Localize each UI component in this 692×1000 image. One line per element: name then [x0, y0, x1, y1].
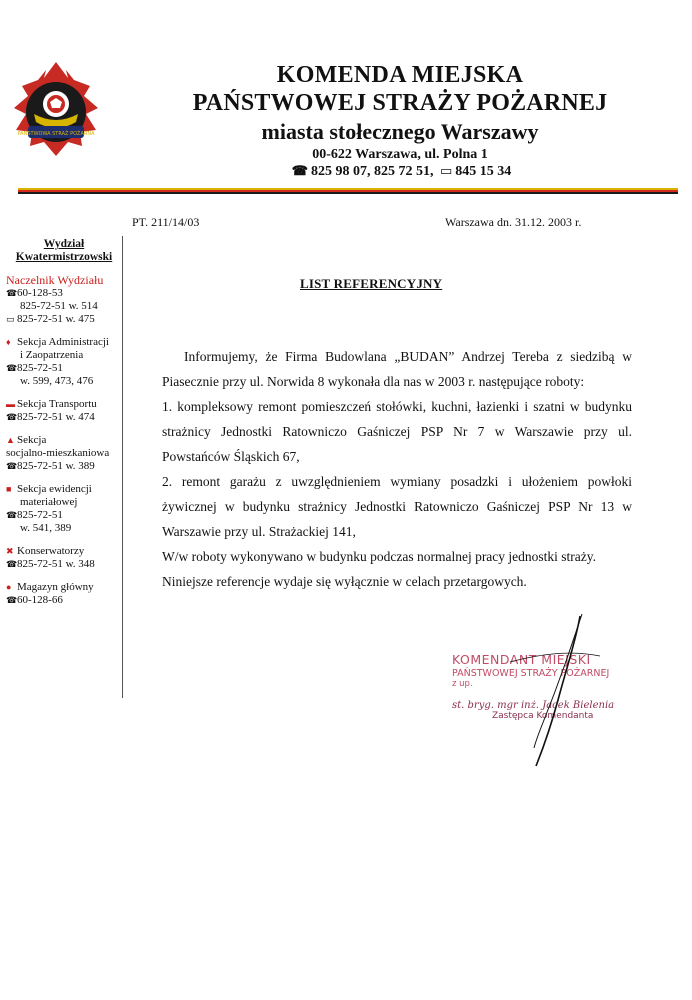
fax-icon: ▭: [439, 163, 453, 178]
header-contacts: [130, 163, 670, 180]
phone-icon: ☎: [291, 163, 308, 178]
letter-closing-1: W/w roboty wykonywano w budynku podczas normalnej pracy jednostki straży.: [162, 549, 597, 564]
extinguisher-icon: ■: [6, 484, 12, 494]
signature: [500, 610, 610, 770]
phone-icon: ☎: [6, 461, 18, 471]
dateline: Warszawa dn. 31.12. 2003 r.: [445, 215, 582, 229]
section-inventory: ■ Sekcja ewidencji materiałowej ☎825-72-51 w. 541, 389: [6, 483, 92, 534]
header-line-2: PAŃSTWOWEJ STRAŻY POŻARNEJ: [192, 90, 608, 116]
section-maintenance: ✖ Konserwatorzy ☎825-72-51 w. 348: [6, 545, 95, 570]
letter-body: [162, 344, 632, 594]
phone-icon: ☎: [6, 595, 18, 605]
fire-service-emblem-icon: [10, 60, 102, 160]
official-stamp: KOMENDANT MIEJSKI PAŃSTWOWEJ STRAŻY POŻARNEJ z up. st. bryg. mgr inż. Jacek Bielenia Zastępca Komendanta: [452, 652, 615, 721]
reference-number: PT. 211/14/03: [132, 215, 200, 229]
letter-title: LIST REFERENCYJNY: [300, 276, 443, 291]
phone-icon: ☎: [6, 510, 18, 520]
section-administration: ♦ Sekcja Administracji i Zaopatrzenia ☎825-72-51 w. 599, 473, 476: [6, 336, 109, 387]
letter-intro: Informujemy, że Firma Budowlana „BUDAN” Andrzej Tereba z siedzibą w Piasecznie przy ul. Norwida 8 wykonała dla nas w 2003 r. następujące roboty:: [162, 349, 632, 389]
phone-icon: ☎: [6, 288, 18, 298]
letter-item-1: 1. kompleksowy remont pomieszczeń stołówki, kuchni, łazienki i szatni w budynku strażnicy Jednostki Ratowniczo Gaśniczej PSP Nr 7 w Warszawie przy ul. Powstańców Śląskich 67,: [162, 399, 632, 464]
house-icon: ▲: [6, 435, 15, 445]
truck-icon: ▬: [6, 399, 15, 409]
header-stripe: [18, 188, 678, 194]
tools-icon: ✖: [6, 546, 14, 556]
phone-icon: ☎: [6, 412, 18, 422]
header-phones: 825 98 07, 825 72 51,: [310, 164, 434, 179]
sidebar: [0, 238, 122, 607]
fax-icon: ▭: [6, 314, 15, 324]
phone-icon: ☎: [6, 559, 18, 569]
section-warehouse: ● Magazyn główny ☎60-128-66: [6, 581, 94, 606]
flame-icon: ♦: [6, 337, 11, 347]
section-housing: ▲ Sekcja socjalno-mieszkaniowa ☎825-72-51 w. 389: [6, 434, 110, 472]
phone-icon: ☎: [6, 363, 18, 373]
header-line-1: KOMENDA MIEJSKA: [276, 62, 524, 88]
section-head: Naczelnik Wydziału ☎60-128-53 825-72-51 w. 514 ▭ 825-72-51 w. 475: [6, 273, 104, 325]
header-fax: 845 15 34: [455, 164, 512, 179]
header-address: 00-622 Warszawa, ul. Polna 1: [312, 147, 488, 162]
lock-icon: ●: [6, 582, 12, 592]
letter-item-2: 2. remont garażu z uwzględnieniem wymiany posadzki i ułożeniem powłoki żywicznej w budynku strażnicy Jednostki Ratowniczo Gaśniczej PSP Nr 13 w Warszawie przy ul. Strażackiej 141,: [162, 474, 632, 539]
header-line-3: miasta stołecznego Warszawy: [261, 119, 539, 144]
letter-closing-2: Niniejsze referencje wydaje się wyłącznie w celach przetargowych.: [162, 574, 527, 589]
logo-text: PAŃSTWOWA STRAŻ POŻARNA: [17, 131, 95, 137]
sidebar-divider: [122, 236, 123, 698]
section-transport: ▬ Sekcja Transportu ☎825-72-51 w. 474: [6, 398, 97, 423]
department-title: Wydział Kwatermistrzowski: [15, 238, 113, 263]
